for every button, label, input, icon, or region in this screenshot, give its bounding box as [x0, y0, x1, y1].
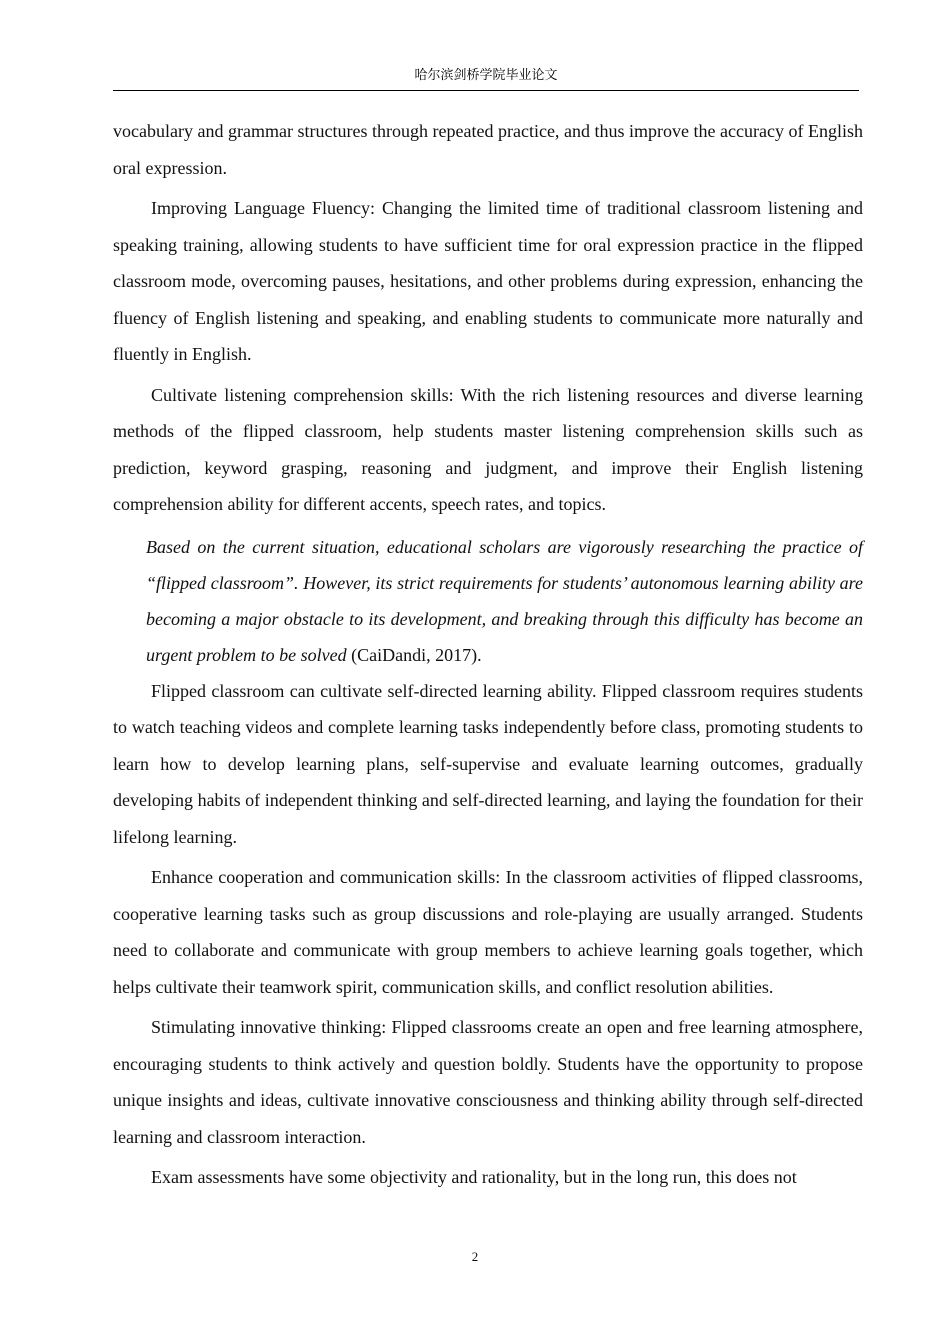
body-paragraph: Flipped classroom can cultivate self-directed learning ability. Flipped classroom requires students to watch teaching videos and complete learning tasks independently before class, promoting students to learn how to develop learning plans, self-supervise and evaluate learning outcomes, gradually developing habits of independent thinking and self-directed learning, and laying the foundation for their lifelong learning. — [113, 680, 863, 847]
body-paragraph: Cultivate listening comprehension skills: With the rich listening resources and diverse learning methods of the flipped classroom, help students master listening comprehension skills such as prediction, keyword grasping, reasoning and judgment, and improve their English listening comprehension ability for different accents, speech rates, and topics. — [113, 384, 863, 514]
body-paragraph: Enhance cooperation and communication skills: In the classroom activities of flipped classrooms, cooperative learning tasks such as group discussions and role-playing are usually arranged. Students need to collaborate and communicate with group members to achieve learning goals together, which helps cultivate their teamwork spirit, communication skills, and conflict resolution abilities. — [113, 867, 863, 997]
quote-text: Based on the current situation, educational scholars are vigorously researching the practice of “flipped classroom”. However, its strict requirements for students’ autonomous learning ability are becoming a major obstacle to its development, and breaking through this difficulty has become an urgent problem to be solved — [146, 536, 863, 665]
document-body — [113, 113, 863, 1200]
body-paragraph: Exam assessments have some objectivity and rationality, but in the long run, this does not — [151, 1167, 797, 1187]
body-paragraph: Stimulating innovative thinking: Flipped classrooms create an open and free learning atmosphere, encouraging students to think actively and question boldly. Students have the opportunity to propose unique insights and ideas, cultivate innovative consciousness and thinking ability through self-directed learning and classroom interaction. — [113, 1017, 863, 1147]
quote-citation: (CaiDandi, 2017). — [346, 644, 482, 665]
page-number: 2 — [471, 1249, 479, 1264]
block-quote — [146, 529, 863, 673]
page-header — [113, 66, 859, 91]
body-paragraph: vocabulary and grammar structures through repeated practice, and thus improve the accuracy of English oral expression. — [113, 121, 863, 178]
header-title: 哈尔滨剑桥学院毕业论文 — [414, 68, 558, 83]
body-paragraph: Improving Language Fluency: Changing the limited time of traditional classroom listening and speaking training, allowing students to have sufficient time for oral expression practice in the flipped classroom mode, overcoming pauses, hesitations, and other problems during expression, enhancing the fluency of English listening and speaking, and enabling students to communicate more naturally and fluently in English. — [113, 198, 863, 364]
